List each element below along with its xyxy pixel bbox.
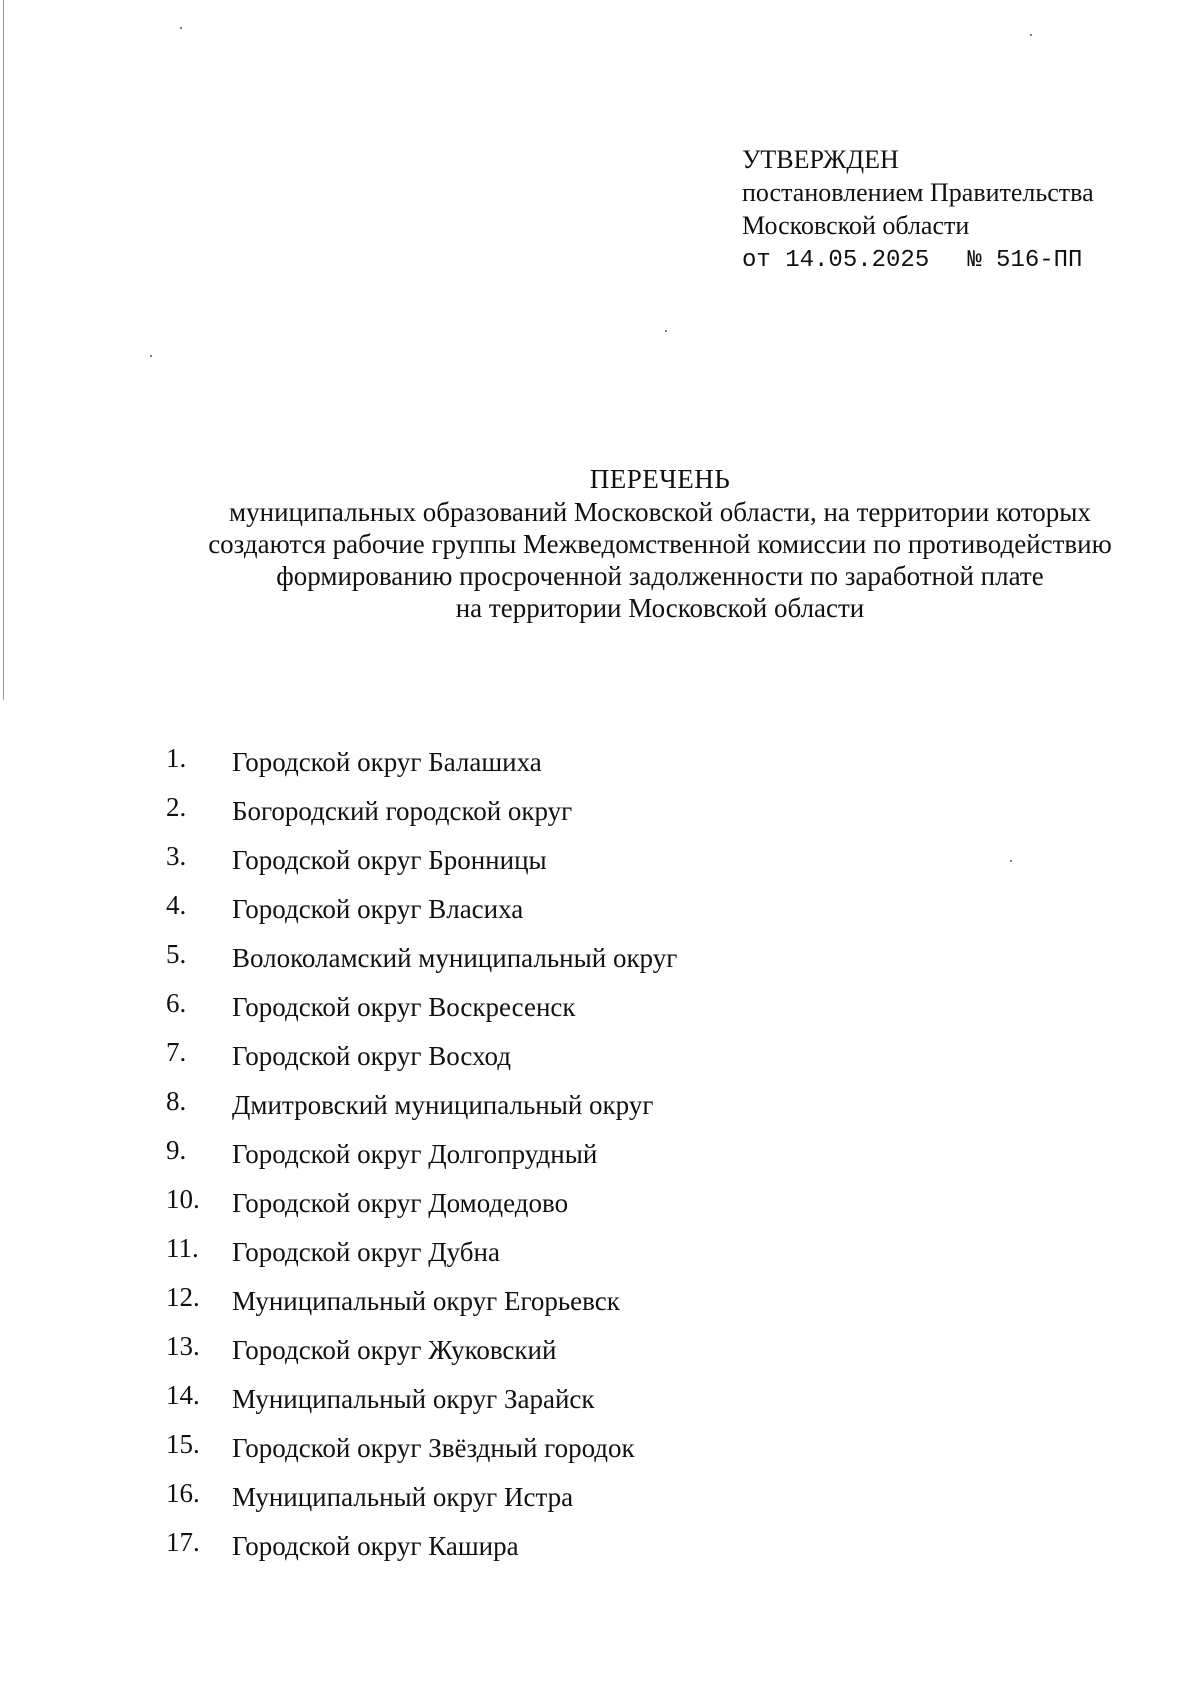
item-name: Городской округ Балашиха bbox=[232, 747, 542, 777]
item-name: Городской округ Воскресенск bbox=[232, 992, 576, 1022]
list-item bbox=[166, 1526, 1066, 1575]
approval-line-1: постановлением Правительства bbox=[742, 178, 1094, 207]
item-name: Городской округ Долгопрудный bbox=[232, 1139, 598, 1169]
list-item bbox=[166, 840, 1066, 889]
item-number: 9. bbox=[166, 1135, 187, 1165]
document-heading bbox=[140, 462, 1180, 624]
scan-speck bbox=[150, 355, 152, 357]
item-name: Муниципальный округ Зарайск bbox=[232, 1384, 595, 1414]
item-name: Городской округ Бронницы bbox=[232, 845, 547, 875]
list-item bbox=[166, 938, 1066, 987]
list-item bbox=[166, 1379, 1066, 1428]
item-name: Городской округ Кашира bbox=[232, 1531, 519, 1561]
list-item bbox=[166, 889, 1066, 938]
item-name: Муниципальный округ Истра bbox=[232, 1482, 574, 1512]
approval-date-number bbox=[742, 244, 1162, 277]
list-item bbox=[166, 1281, 1066, 1330]
item-number: 4. bbox=[166, 890, 187, 920]
list-item bbox=[166, 1477, 1066, 1526]
list-item bbox=[166, 1134, 1066, 1183]
scan-edge-line bbox=[3, 0, 4, 700]
item-name: Городской округ Домодедово bbox=[232, 1188, 569, 1218]
list-item bbox=[166, 987, 1066, 1036]
item-name: Городской округ Восход bbox=[232, 1041, 511, 1071]
municipality-list bbox=[166, 742, 1066, 1575]
item-name: Богородский городской округ bbox=[232, 796, 573, 826]
approval-block bbox=[742, 143, 1162, 277]
document-title: ПЕРЕЧЕНЬ bbox=[589, 464, 731, 494]
item-number: 16. bbox=[166, 1478, 200, 1508]
item-number: 6. bbox=[166, 988, 187, 1018]
scan-speck bbox=[180, 27, 182, 29]
list-item bbox=[166, 1183, 1066, 1232]
approval-line-2: Московской области bbox=[742, 211, 970, 240]
approval-date: от 14.05.2025 bbox=[742, 247, 930, 274]
item-number: 1. bbox=[166, 743, 187, 773]
list-item bbox=[166, 1036, 1066, 1085]
list-item bbox=[166, 1428, 1066, 1477]
item-number: 7. bbox=[166, 1037, 187, 1067]
list-item bbox=[166, 742, 1066, 791]
list-item bbox=[166, 1085, 1066, 1134]
item-number: 10. bbox=[166, 1184, 200, 1214]
approval-number: № 516-ПП bbox=[967, 247, 1083, 274]
item-number: 12. bbox=[166, 1282, 200, 1312]
list-item bbox=[166, 1232, 1066, 1281]
scan-speck bbox=[1030, 34, 1032, 36]
approval-title: УТВЕРЖДЕН bbox=[742, 145, 899, 174]
item-name: Дмитровский муниципальный округ bbox=[232, 1090, 654, 1120]
item-number: 2. bbox=[166, 792, 187, 822]
item-name: Городской округ Звёздный городок bbox=[232, 1433, 635, 1463]
list-item bbox=[166, 791, 1066, 840]
item-number: 5. bbox=[166, 939, 187, 969]
item-number: 11. bbox=[166, 1233, 199, 1263]
list-item bbox=[166, 1330, 1066, 1379]
scan-speck bbox=[665, 330, 667, 332]
item-name: Городской округ Власиха bbox=[232, 894, 524, 924]
item-number: 13. bbox=[166, 1331, 200, 1361]
item-number: 14. bbox=[166, 1380, 200, 1410]
subtitle-line: муниципальных образований Московской области, на территории которых bbox=[229, 497, 1091, 527]
subtitle-line: создаются рабочие группы Межведомственной комиссии по противодействию bbox=[208, 529, 1112, 559]
item-name: Городской округ Дубна bbox=[232, 1237, 500, 1267]
item-number: 15. bbox=[166, 1429, 200, 1459]
subtitle-line: формированию просроченной задолженности по заработной плате bbox=[276, 561, 1044, 591]
document-subtitle bbox=[140, 496, 1180, 624]
item-name: Волоколамский муниципальный округ bbox=[232, 943, 678, 973]
item-number: 3. bbox=[166, 841, 187, 871]
subtitle-line: на территории Московской области bbox=[455, 593, 865, 623]
item-number: 8. bbox=[166, 1086, 187, 1116]
item-name: Городской округ Жуковский bbox=[232, 1335, 557, 1365]
item-number: 17. bbox=[166, 1527, 200, 1557]
item-name: Муниципальный округ Егорьевск bbox=[232, 1286, 620, 1316]
